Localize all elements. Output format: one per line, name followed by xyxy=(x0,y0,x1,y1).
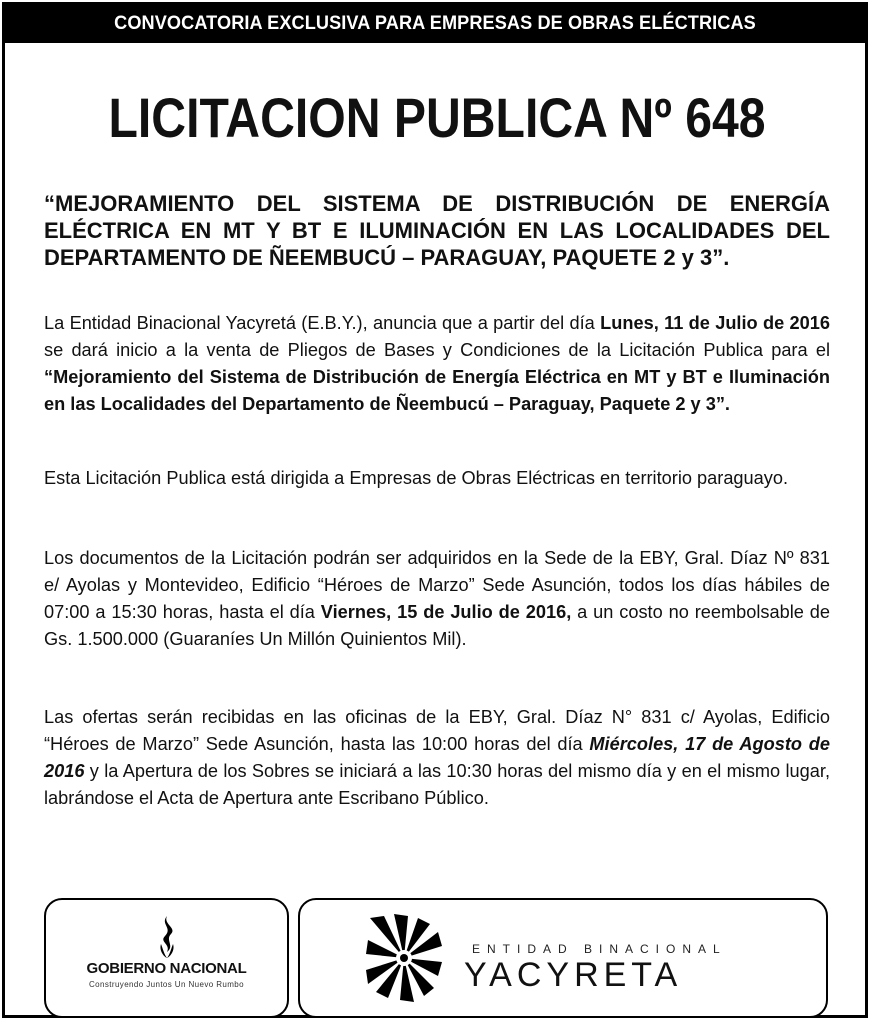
page-title xyxy=(0,78,874,158)
p4-text-c: y la Apertura de los Sobres se iniciará a las 10:30 horas del mismo día y en el mismo lugar, labrándose el Acta de Apertura ante Escribano Público. xyxy=(44,761,830,808)
p3-deadline-bold: Viernes, 15 de Julio de 2016, xyxy=(320,602,572,622)
p4-text-a: Las ofertas serán recibidas en las oficinas de la EBY, Gral. Díaz N° 831 c/ Ayolas, Edificio “Héroes de Marzo” Sede Asunción, hasta las 10:00 horas del día xyxy=(44,707,830,754)
p1-text-c: se dará inicio a la venta de Pliegos de Bases y Condiciones de la Licitación Publica para el xyxy=(44,340,830,360)
subtitle-line-3: DEPARTAMENTO DE ÑEEMBUCÚ – PARAGUAY, PAQUETE 2 y 3”. xyxy=(44,245,730,270)
p3-text-c: a un costo no reembolsable de Gs. 1.500.000 (Guaraníes Un Millón Quinientos Mil). xyxy=(44,602,830,649)
subtitle-line-1: “MEJORAMIENTO DEL SISTEMA DE DISTRIBUCIÓN DE ENERGÍA xyxy=(44,191,830,216)
yacyreta-logo-name: YACYRETA xyxy=(464,956,683,994)
gobierno-nacional-logo-box xyxy=(44,898,289,1018)
subtitle-line-2: ELÉCTRICA EN MT Y BT E ILUMINACIÓN EN LAS LOCALIDADES DEL xyxy=(44,218,830,243)
header-banner-text: CONVOCATORIA EXCLUSIVA PARA EMPRESAS DE OBRAS ELÉCTRICAS xyxy=(114,12,756,34)
p1-date-bold: Lunes, 11 de Julio de 2016 xyxy=(600,313,830,333)
paragraph-offers xyxy=(44,704,830,812)
p1-text-a: La Entidad Binacional Yacyretá (E.B.Y.), anuncia que a partir del día xyxy=(44,313,601,333)
header-banner xyxy=(5,5,865,43)
yacyreta-pinwheel-icon xyxy=(364,908,444,1008)
gobierno-flame-icon xyxy=(46,914,287,965)
project-subtitle xyxy=(44,190,830,271)
p4-date-bold-italic: Miércoles, 17 de Agosto de 2016 xyxy=(44,734,830,781)
gobierno-logo-name: GOBIERNO NACIONAL xyxy=(86,960,247,977)
yacyreta-logo-subtitle: ENTIDAD BINACIONAL xyxy=(472,942,727,956)
paragraph-audience xyxy=(44,465,830,492)
p3-text-a: Los documentos de la Licitación podrán ser adquiridos en la Sede de la EBY, Gral. Díaz Nº 831 e/ Ayolas y Montevideo, Edificio “Héroes de Marzo” Sede Asunción, todos los días hábiles de 07:00 a 15:30 horas, hasta el día xyxy=(44,548,830,622)
p2-text: Esta Licitación Publica está dirigida a Empresas de Obras Eléctricas en territorio paraguayo. xyxy=(44,468,789,488)
p1-project-bold: “Mejoramiento del Sistema de Distribución de Energía Eléctrica en MT y BT e Iluminación en las Localidades del Departamento de Ñeembucú – Paraguay, Paquete 2 y 3”. xyxy=(44,367,830,414)
gobierno-logo-slogan: Construyendo Juntos Un Nuevo Rumbo xyxy=(88,980,244,989)
yacyreta-logo-box xyxy=(298,898,828,1018)
paragraph-documents xyxy=(44,545,830,653)
page-title-text: LICITACION PUBLICA Nº 648 xyxy=(108,86,766,149)
paragraph-sale-start xyxy=(44,310,830,418)
